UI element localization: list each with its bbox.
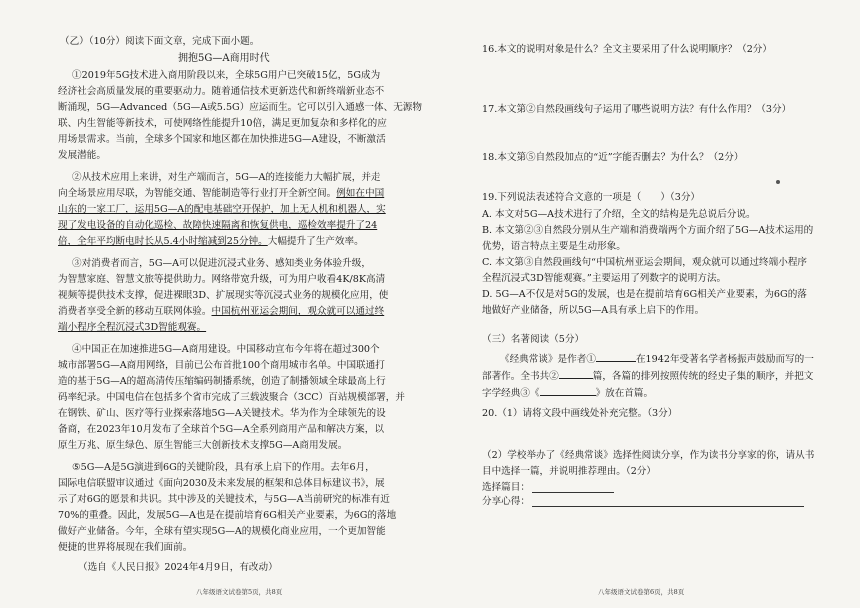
question-19-option: 全程沉浸式3D智能观赛。”主要运用了列数字的说明方法。 [482,273,727,284]
paragraph-1-line: 发展潜能。 [58,150,106,161]
paragraph-1-line: ①2019年5G技术进入商用阶段以来，全球5G用户已突破15亿，5G成为 [72,70,381,81]
emphasis-dot [776,180,780,184]
question-19-option: A. 本文对5G—A技术进行了介绍，全文的结构是先总说后分说。 [482,209,756,220]
blank-2[interactable] [559,369,593,379]
paragraph-4-line: 码率纪录。中国电信在包括多个省市完成了三载波聚合（3CC）百站规模部署，并 [58,392,405,403]
paragraph-5-line: 示了对6G的愿景和共识。其中涉及的关键技术，与5G—A当前研究的标准有近 [58,494,390,505]
paragraph-2-text: 向全场景应用尽联，为智能交通、智能制造等行业打开全新空间。 [58,188,337,199]
blank-1[interactable] [596,352,636,362]
classic-text: 在1942年受著名学者杨振声鼓励而写的一 [635,354,814,365]
section-3-heading: （三）名著阅读（5分） [482,334,585,345]
underlined-sentence: 中国杭州亚运会期间，观众就可以通过终 [211,306,385,317]
right-page [430,0,860,608]
question-20-2: 目中选择一篇，并说明推荐理由。（2分） [482,466,656,477]
underlined-sentence: 端小程序全程沉浸式3D智能观赛。 [58,322,207,333]
paragraph-5-line: 国际电信联盟审议通过《面向2030及未来发展的框架和总体目标建议书》，展 [58,478,385,489]
question-17: 17.本文第②自然段画线句子运用了哪些说明方法？有什么作用？（3分） [482,104,792,115]
question-19-option: 优势，语言特点主要是生动形象。 [482,241,626,252]
paragraph-1-line: 用场景需求。当前，全球多个国家和地区都在加快推进5G—A建设，不断激活 [58,134,386,145]
paragraph-5-line: 70%的重叠。因此，发展5G—A也是在提前培育6G相关产业要素，为6G的落地 [58,510,397,521]
source-note: （选自《人民日报》2024年4月9日，有改动） [78,562,278,573]
share-answer-line[interactable] [532,506,804,507]
choose-answer-line[interactable] [532,492,614,493]
paragraph-3-line: 为智慧家庭、智慧文旅等提供助力。网络带宽升级，可为用户收看4K/8K高清 [58,274,386,285]
paragraph-3-line [58,306,384,318]
classic-text: 部著作。全书共② [482,371,559,382]
paragraph-4-line: 原生万兆、原生绿色、原生智能三大创新技术支撑5G—A商用发展。 [58,440,348,451]
article-title: 拥抱5G—A商用时代 [178,53,270,64]
section-heading: （乙）（10分）阅读下面文章，完成下面小题。 [60,36,260,47]
paragraph-4-line: ④中国正在加速推进5G—A商用建设。中国移动宣布今年将在超过300个 [72,344,380,355]
question-19-option: 地做好产业储备，所以5G—A具有承上启下的作用。 [482,305,705,316]
classic-text: 》放在首篇。 [595,388,654,399]
paragraph-4-line: 备商，在2023年10月发布了全球首个5G—A全系列商用产品和解决方案，以 [58,424,384,435]
classic-text: 《经典常谈》是作者① [500,354,596,365]
underlined-sentence: 倍，全年平均断电时长从5.4小时缩减到25分钟。 [58,236,268,247]
question-19: 19.下列说法表述符合文意的一项是（ ）（3分） [482,192,701,203]
paragraph-4-line: 造的基于5G—A的超高清传压缩编码制播系统，创造了制播领域全球最高上行 [58,376,386,387]
paragraph-1-line: 经济社会高质量发展的重要驱动力。随着通信技术更新迭代和新终端新业态不 [58,86,385,97]
question-20-1: 20.（1）请将文段中画线处补充完整。（3分） [482,408,678,419]
paragraph-2-text: 大幅提升了生产效率。 [267,236,364,247]
paragraph-5-line: ⑤5G—A是5G演进到6G的关键阶段，具有承上启下的作用。去年6月， [72,462,375,473]
share-label: 分享心得： [482,496,530,507]
choose-label: 选择篇目： [482,482,530,493]
blank-3[interactable] [540,386,596,396]
underlined-sentence: 现了发电设备的自动化巡检、故障快速隔离和恢复供电，巡检效率提升了24 [58,220,378,231]
paragraph-4-line: 城市部署5G—A商用网络，目前已公布首批100个商用城市名单。中国联通打 [58,360,385,371]
classic-text: 字学经典③《 [482,388,540,399]
paragraph-3-line: 视频等提供技术支撑，促进裸眼3D、扩展现实等沉浸式业务的规模化应用，使 [58,290,389,301]
underlined-sentence: 例如在中国 [336,188,385,199]
paragraph-1-line: 联、内生智能等新技术，可使网络性能提升10倍，满足更加复杂和多样化的应 [58,118,387,129]
classic-passage-line [500,352,814,366]
question-19-option: C. 本文第③自然段画线句“中国杭州亚运会期间，观众就可以通过终端小程序 [482,257,808,268]
page-footer: 八年级语文试卷第5页，共8页 [196,588,283,596]
paragraph-4-line: 在钢铁、矿山、医疗等行业探索落地5G—A关键技术。华为作为全球领先的设 [58,408,386,419]
paragraph-2-line: ②从技术应用上来讲，对生产端而言，5G—A的连接能力大幅扩展，并走 [72,172,381,183]
classic-text: 篇，各篇的排列按照传统的经史子集的顺序，并把文 [592,371,814,382]
paragraph-3-line: ③对消费者而言，5G—A可以促进沉浸式业务、感知类业务体验升级， [72,258,371,269]
classic-passage-line [482,386,653,400]
question-16: 16.本文的说明对象是什么？全文主要采用了什么说明顺序？（2分） [482,44,772,55]
question-18: 18.本文第⑤自然段加点的“近”字能否删去？为什么？（2分） [482,152,744,163]
page-footer: 八年级语文试卷第6页，共8页 [598,588,685,596]
paragraph-5-line: 便捷的世界将展现在我们面前。 [58,542,193,553]
question-19-option: D. 5G—A不仅是对5G的发展，也是在提前培育6G相关产业要素，为6G的落 [482,289,807,300]
paragraph-1-line: 断涌现，5G—Advanced（5G—A或5.5G）应运而生。它可以引入通感一体、无源物 [58,102,422,113]
paragraph-3-text: 消费者享受全新的移动互联网体验。 [58,306,212,317]
question-19-option: B. 本文第②③自然段分别从生产端和消费端两个方面介绍了5G—A技术运用的 [482,225,814,236]
paragraph-5-line: 做好产业储备。今年，全球有望实现5G—A的规模化商业应用，一个更加智能 [58,526,386,537]
question-20-2: （2）学校举办了《经典常谈》选择性阅读分享，作为读书分享家的你，请从书 [482,450,815,461]
paragraph-2-line [58,188,384,200]
classic-passage-line [482,369,813,383]
paragraph-2-line [58,236,364,248]
underlined-sentence: 山东的一家工厂，运用5G—A的配电基础空开保护，加上无人机和机器人，实 [58,204,386,215]
